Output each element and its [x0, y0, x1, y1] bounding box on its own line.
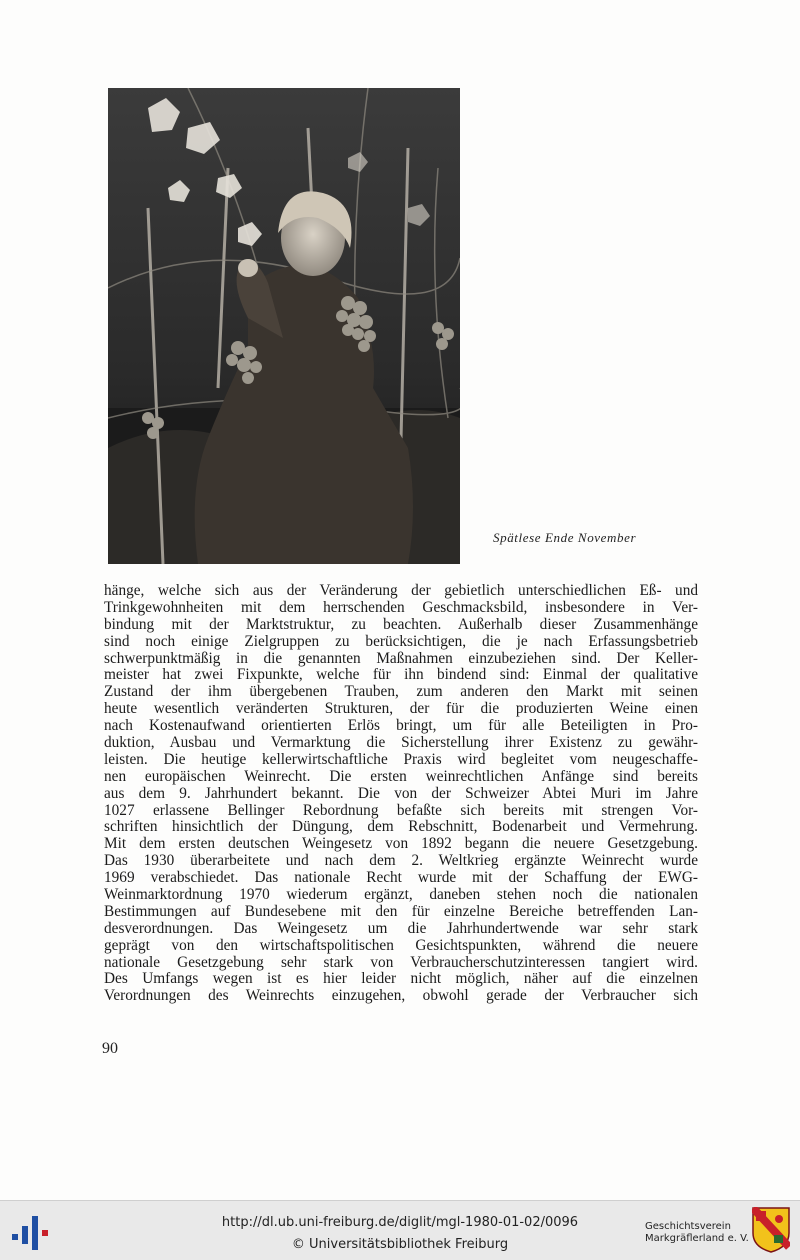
document-url-link[interactable]: http://dl.ub.uni-freiburg.de/diglit/mgl-1980-01-02/0096: [221, 1215, 579, 1230]
text-line: schwerpunktmäßig in die genannten Maßnahmen einzubeziehen sind. Der Keller-: [104, 650, 698, 667]
text-line: Das 1930 überarbeitete und nach dem 2. Weltkrieg ergänzte Weinrecht wurde: [104, 853, 698, 870]
text-line: desverordnungen. Das Weingesetz um die Jahrhundertwende war sehr stark: [104, 920, 698, 937]
page-number: 90: [102, 1040, 118, 1057]
text-line: nen europäischen Weinrecht. Die ersten weinrechtlichen Anfänge sind bereits: [104, 768, 698, 785]
text-line: Des Umfangs wegen ist es hier leider nicht möglich, näher auf die einzelnen: [104, 971, 698, 988]
text-line: meister hat zwei Fixpunkte, welche für ihn bindend sind: Einmal der qualitative: [104, 667, 698, 684]
society-name-line1: Geschichtsverein: [645, 1221, 731, 1232]
vineyard-photo: [108, 88, 460, 564]
text-line: heute wesentlich veränderten Strukturen, der für die produzierten Weine einen: [104, 701, 698, 718]
footer-bar: [0, 1200, 800, 1260]
text-line: geprägt von den wirtschaftspolitischen Gesichtspunkten, während die neuere: [104, 937, 698, 954]
text-line: Bestimmungen auf Bundesebene mit den für einzelne Bereiche betreffenden Lan-: [104, 903, 698, 920]
text-line: hänge, welche sich aus der Veränderung der gebietlich unterschiedlichen Eß- und: [104, 583, 698, 599]
text-line: nationale Gesetzgebung sehr stark von Verbraucherschutzinteressen tangiert wird.: [104, 954, 698, 971]
text-line: 1027 erlassene Bellinger Rebordnung befaßte sich bereits mit strengen Vor-: [104, 802, 698, 819]
text-line: Zustand der ihm übergebenen Trauben, zum anderen den Markt mit seinen: [104, 684, 698, 701]
text-line: Mit dem ersten deutschen Weingesetz von 1892 begann die neuere Gesetzgebung.: [104, 836, 698, 853]
text-line: Trinkgewohnheiten mit dem herrschenden Geschmacksbild, insbesondere in Ver-: [104, 599, 698, 616]
coat-of-arms-icon[interactable]: [752, 1207, 790, 1253]
text-line: aus dem 9. Jahrhundert bekannt. Die von der Schweizer Abtei Muri im Jahre: [104, 785, 698, 802]
society-name: [645, 1221, 749, 1245]
text-line: bindung mit der Marktstruktur, zu beachten. Außerhalb dieser Zusammenhänge: [104, 616, 698, 633]
copyright-notice: © Universitätsbibliothek Freiburg: [291, 1237, 509, 1252]
text-line: leisten. Die heutige kellerwirtschaftliche Praxis wird begleitet vom neugeschaffe-: [104, 751, 698, 768]
text-line: schriften hinsichtlich der Düngung, dem Rebschnitt, Bodenarbeit und Vermehrung.: [104, 819, 698, 836]
text-line: nach Kostenaufwand orientierten Erlös bringt, um für alle Beteiligten in Pro-: [104, 718, 698, 735]
photo-caption: Spätlese Ende November: [493, 530, 637, 545]
society-name-line2: Markgräflerland e. V.: [645, 1233, 749, 1244]
text-line: duktion, Ausbau und Vermarktung die Sicherstellung ihrer Existenz zu gewähr-: [104, 735, 698, 752]
text-line: 1969 verabschiedet. Das nationale Recht wurde mit der Schaffung der EWG-: [104, 870, 698, 887]
text-line: sind noch einige Zielgruppen zu berücksichtigen, die je nach Erfassungsbetrieb: [104, 633, 698, 650]
text-line: Verordnungen des Weinrechts einzugehen, obwohl gerade der Verbraucher sich: [104, 988, 698, 1005]
text-line: Weinmarktordnung 1970 wiederum ergänzt, daneben stehen noch die nationalen: [104, 887, 698, 904]
vineyard-photo-image: [108, 88, 460, 564]
body-paragraph: [104, 583, 698, 1005]
